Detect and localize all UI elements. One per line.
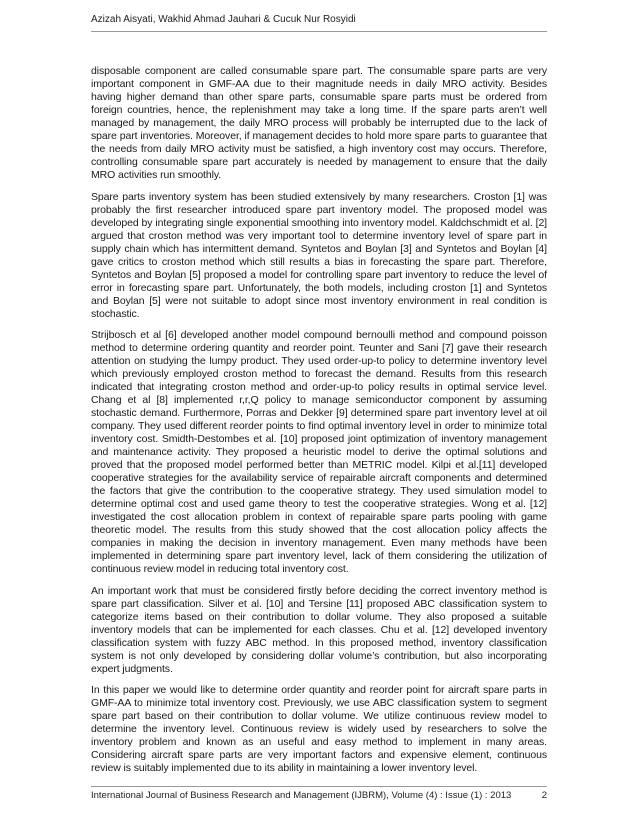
footer-divider — [91, 786, 547, 787]
header-divider — [91, 31, 547, 32]
paragraph-paper-objective: In this paper we would like to determine order quantity and reorder point for aircraft spare parts in GMF-AA to minimize total inventory cost. Previously, we use ABC classification system to segment spare part based on their contribution to dollar volume. We utilize continuous review model to determine the inventory level. Continuous review is widely used by researchers to solve the inventory problem and known as an useful and easy method to implement in many areas. Considering aircraft spare parts are very important factors and expensive element, continuous review is suitably implemented due to its ability in maintaining a lower inventory level. — [91, 684, 547, 774]
paragraph-consumable-spare-parts: disposable component are called consumable spare part. The consumable spare parts are very important component in GMF-AA due to their magnitude needs in daily MRO activity. Besides having higher demand than other spare parts, consumable spare parts must be ordered from foreign countries, hence, the replenishment may take a long time. If the spare parts aren’t well managed by management, the daily MRO process will probably be interrupted due to the lack of spare part inventories. Moreover, if management decides to hold more spare parts to guarantee that the needs from daily MRO activity must be satisfied, a high inventory cost may occurs. Therefore, controlling consumable spare part accurately is needed by management to ensure that the daily MRO activities run smoothly. — [91, 65, 547, 181]
paragraph-prior-models: Strijbosch et al [6] developed another model compound bernoulli method and compound poisson method to determine ordering quantity and reorder point. Teunter and Sani [7] gave their research attention on studying the lumpy product. They used order-up-to policy to determine inventory level which previously employed croston method to forecast the demand. Results from this research indicated that integrating croston method and order-up-to policy results in optimal service level. Chang et al [8] implemented r,r,Q policy to manage semiconductor component by assuming stochastic demand. Furthermore, Porras and Dekker [9] determined spare part inventory level at oil company. They used different reorder points to find optimal inventory level in order to minimize total inventory cost. Smidth-Destombes et al. [10] proposed joint optimization of inventory management and maintenance activity. They proposed a heuristic model to derive the optimal solutions and proved that the proposed model performed better than METRIC model. Kilpi et al.[11] developed cooperative strategies for the availability service of repairable aircraft components and determined the factors that give the contribution to the cooperative strategy. They used simulation model to determine optimal cost and used game theory to test the cooperative strategies. Wong et al. [12] investigated the cost allocation problem in context of repairable spare parts pooling with game theoretic model. The results from this study showed that the cost allocation policy affects the companies in making the decision in inventory management. Even many methods have been implemented in determining spare part inventory level, lack of them considering the utilization of continuous review model in reducing total inventory cost. — [91, 329, 547, 575]
paragraph-abc-classification: An important work that must be considered firstly before deciding the correct inventory method is spare part classification. Silver et al. [10] and Tersine [11] proposed ABC classification system to categorize items based on their contribution to dollar volume. They also proposed a suitable inventory models that can be implemented for each classes. Chu et al. [12] developed inventory classification system with fuzzy ABC method. In this proposed method, inventory classification system is not only developed by considering dollar volume’s contribution, but also incorporating expert judgments. — [91, 584, 547, 675]
running-footer — [91, 790, 547, 801]
body-text — [91, 65, 547, 784]
paragraph-croston-review: Spare parts inventory system has been studied extensively by many researchers. Croston [1] was probably the first researcher introduced spare part inventory model. The proposed model was developed by integrating single exponential smoothing into inventory model. Kaldchschmidt et al. [2] argued that croston method was very important tool to determine inventory level of spare part in supply chain which has intermittent demand. Syntetos and Boylan [3] and Syntetos and Boylan [4] gave critics to croston method which still results a bias in forecasting the spare part. Therefore, Syntetos and Boylan [5] proposed a model for controlling spare part inventory to reduce the level of error in forecasting spare part. Unfortunately, the both models, including croston [1] and Syntetos and Boylan [5] were not suitable to adopt since most inventory environment in real condition is stochastic. — [91, 190, 547, 320]
journal-citation: International Journal of Business Research and Management (IJBRM), Volume (4) : Issue (1) : 2013 — [91, 790, 512, 801]
running-header-authors: Azizah Aisyati, Wakhid Ahmad Jauhari & Cucuk Nur Rosyidi — [91, 14, 356, 25]
page-number: 2 — [541, 790, 547, 801]
